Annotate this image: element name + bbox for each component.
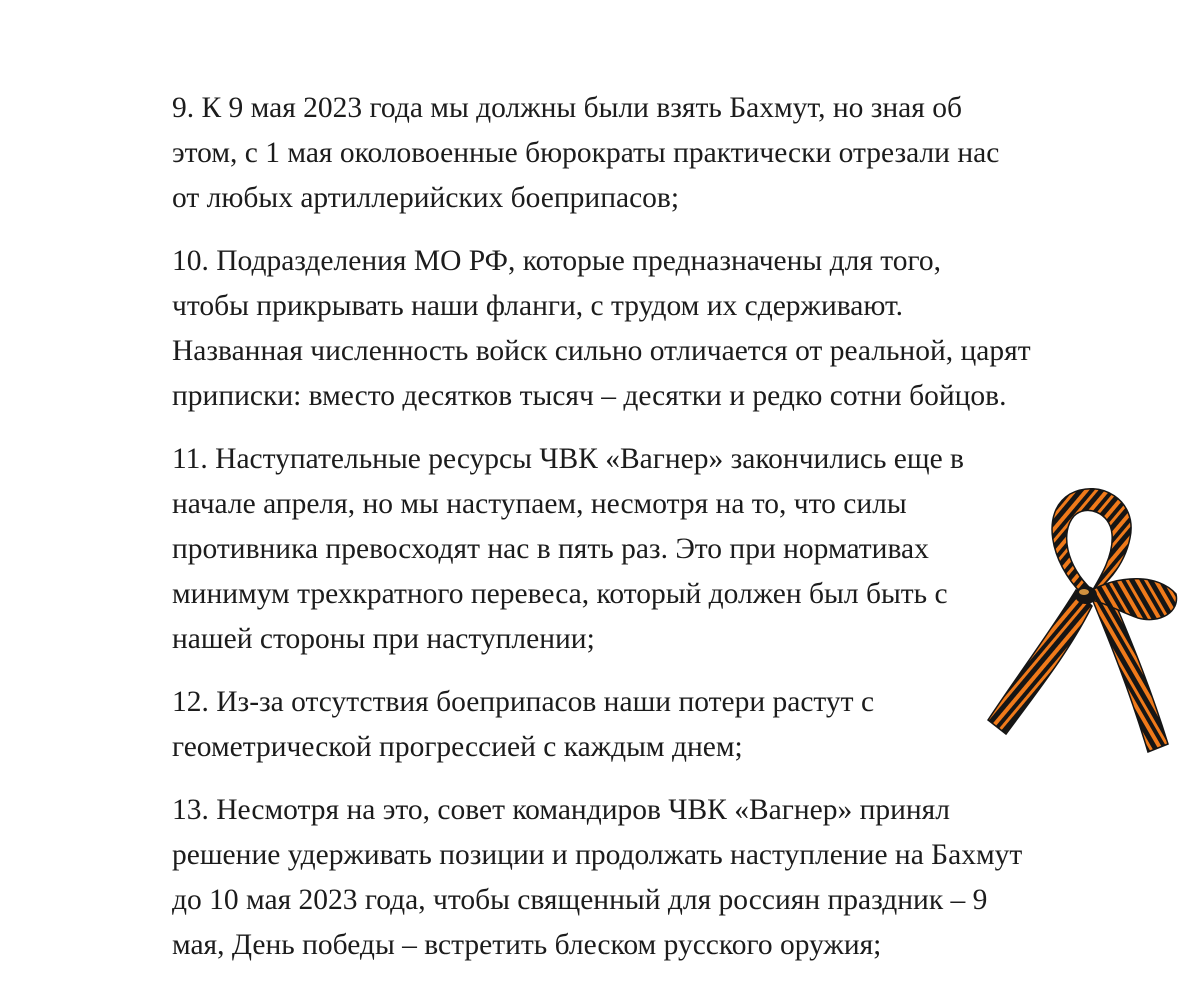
paragraph-9 <box>172 86 1162 221</box>
paragraph-line: мая, День победы – встретить блеском русского оружия; <box>172 929 882 961</box>
paragraph-line: чтобы прикрывать наши фланги, с трудом их сдерживают. <box>172 290 904 322</box>
paragraph-line: противника превосходят нас в пять раз. Это при нормативах <box>172 533 929 565</box>
paragraph-line: 11. Наступательные ресурсы ЧВК «Вагнер» закончились еще в <box>172 443 964 475</box>
paragraph-line: приписки: вместо десятков тысяч – десятки и редко сотни бойцов. <box>172 380 1007 412</box>
paragraph-line: начале апреля, но мы наступаем, несмотря на то, что силы <box>172 488 907 520</box>
paragraph-line: Названная численность войск сильно отличается от реальной, царят <box>172 335 1031 367</box>
st-george-ribbon-icon <box>980 482 1180 754</box>
paragraph-line: минимум трехкратного перевеса, который должен был быть с <box>172 578 948 610</box>
paragraph-line: этом, с 1 мая околовоенные бюрократы практически отрезали нас <box>172 137 1000 169</box>
paragraph-line: геометрической прогрессией с каждым днем; <box>172 731 743 763</box>
paragraph-line: нашей стороны при наступлении; <box>172 623 595 655</box>
paragraph-line: 12. Из-за отсутствия боеприпасов наши потери растут с <box>172 686 875 718</box>
paragraph-line: до 10 мая 2023 года, чтобы священный для россиян праздник – 9 <box>172 884 988 916</box>
paragraph-line: 10. Подразделения МО РФ, которые предназначены для того, <box>172 245 942 277</box>
paragraph-10 <box>172 239 1162 419</box>
paragraph-line: 9. К 9 мая 2023 года мы должны были взять Бахмут, но зная об <box>172 92 962 124</box>
paragraph-13 <box>172 788 1162 968</box>
paragraph-line: решение удерживать позиции и продолжать наступление на Бахмут <box>172 839 1023 871</box>
paragraph-line: от любых артиллерийских боеприпасов; <box>172 182 680 214</box>
paragraph-line: 13. Несмотря на это, совет командиров ЧВК «Вагнер» принял <box>172 794 950 826</box>
